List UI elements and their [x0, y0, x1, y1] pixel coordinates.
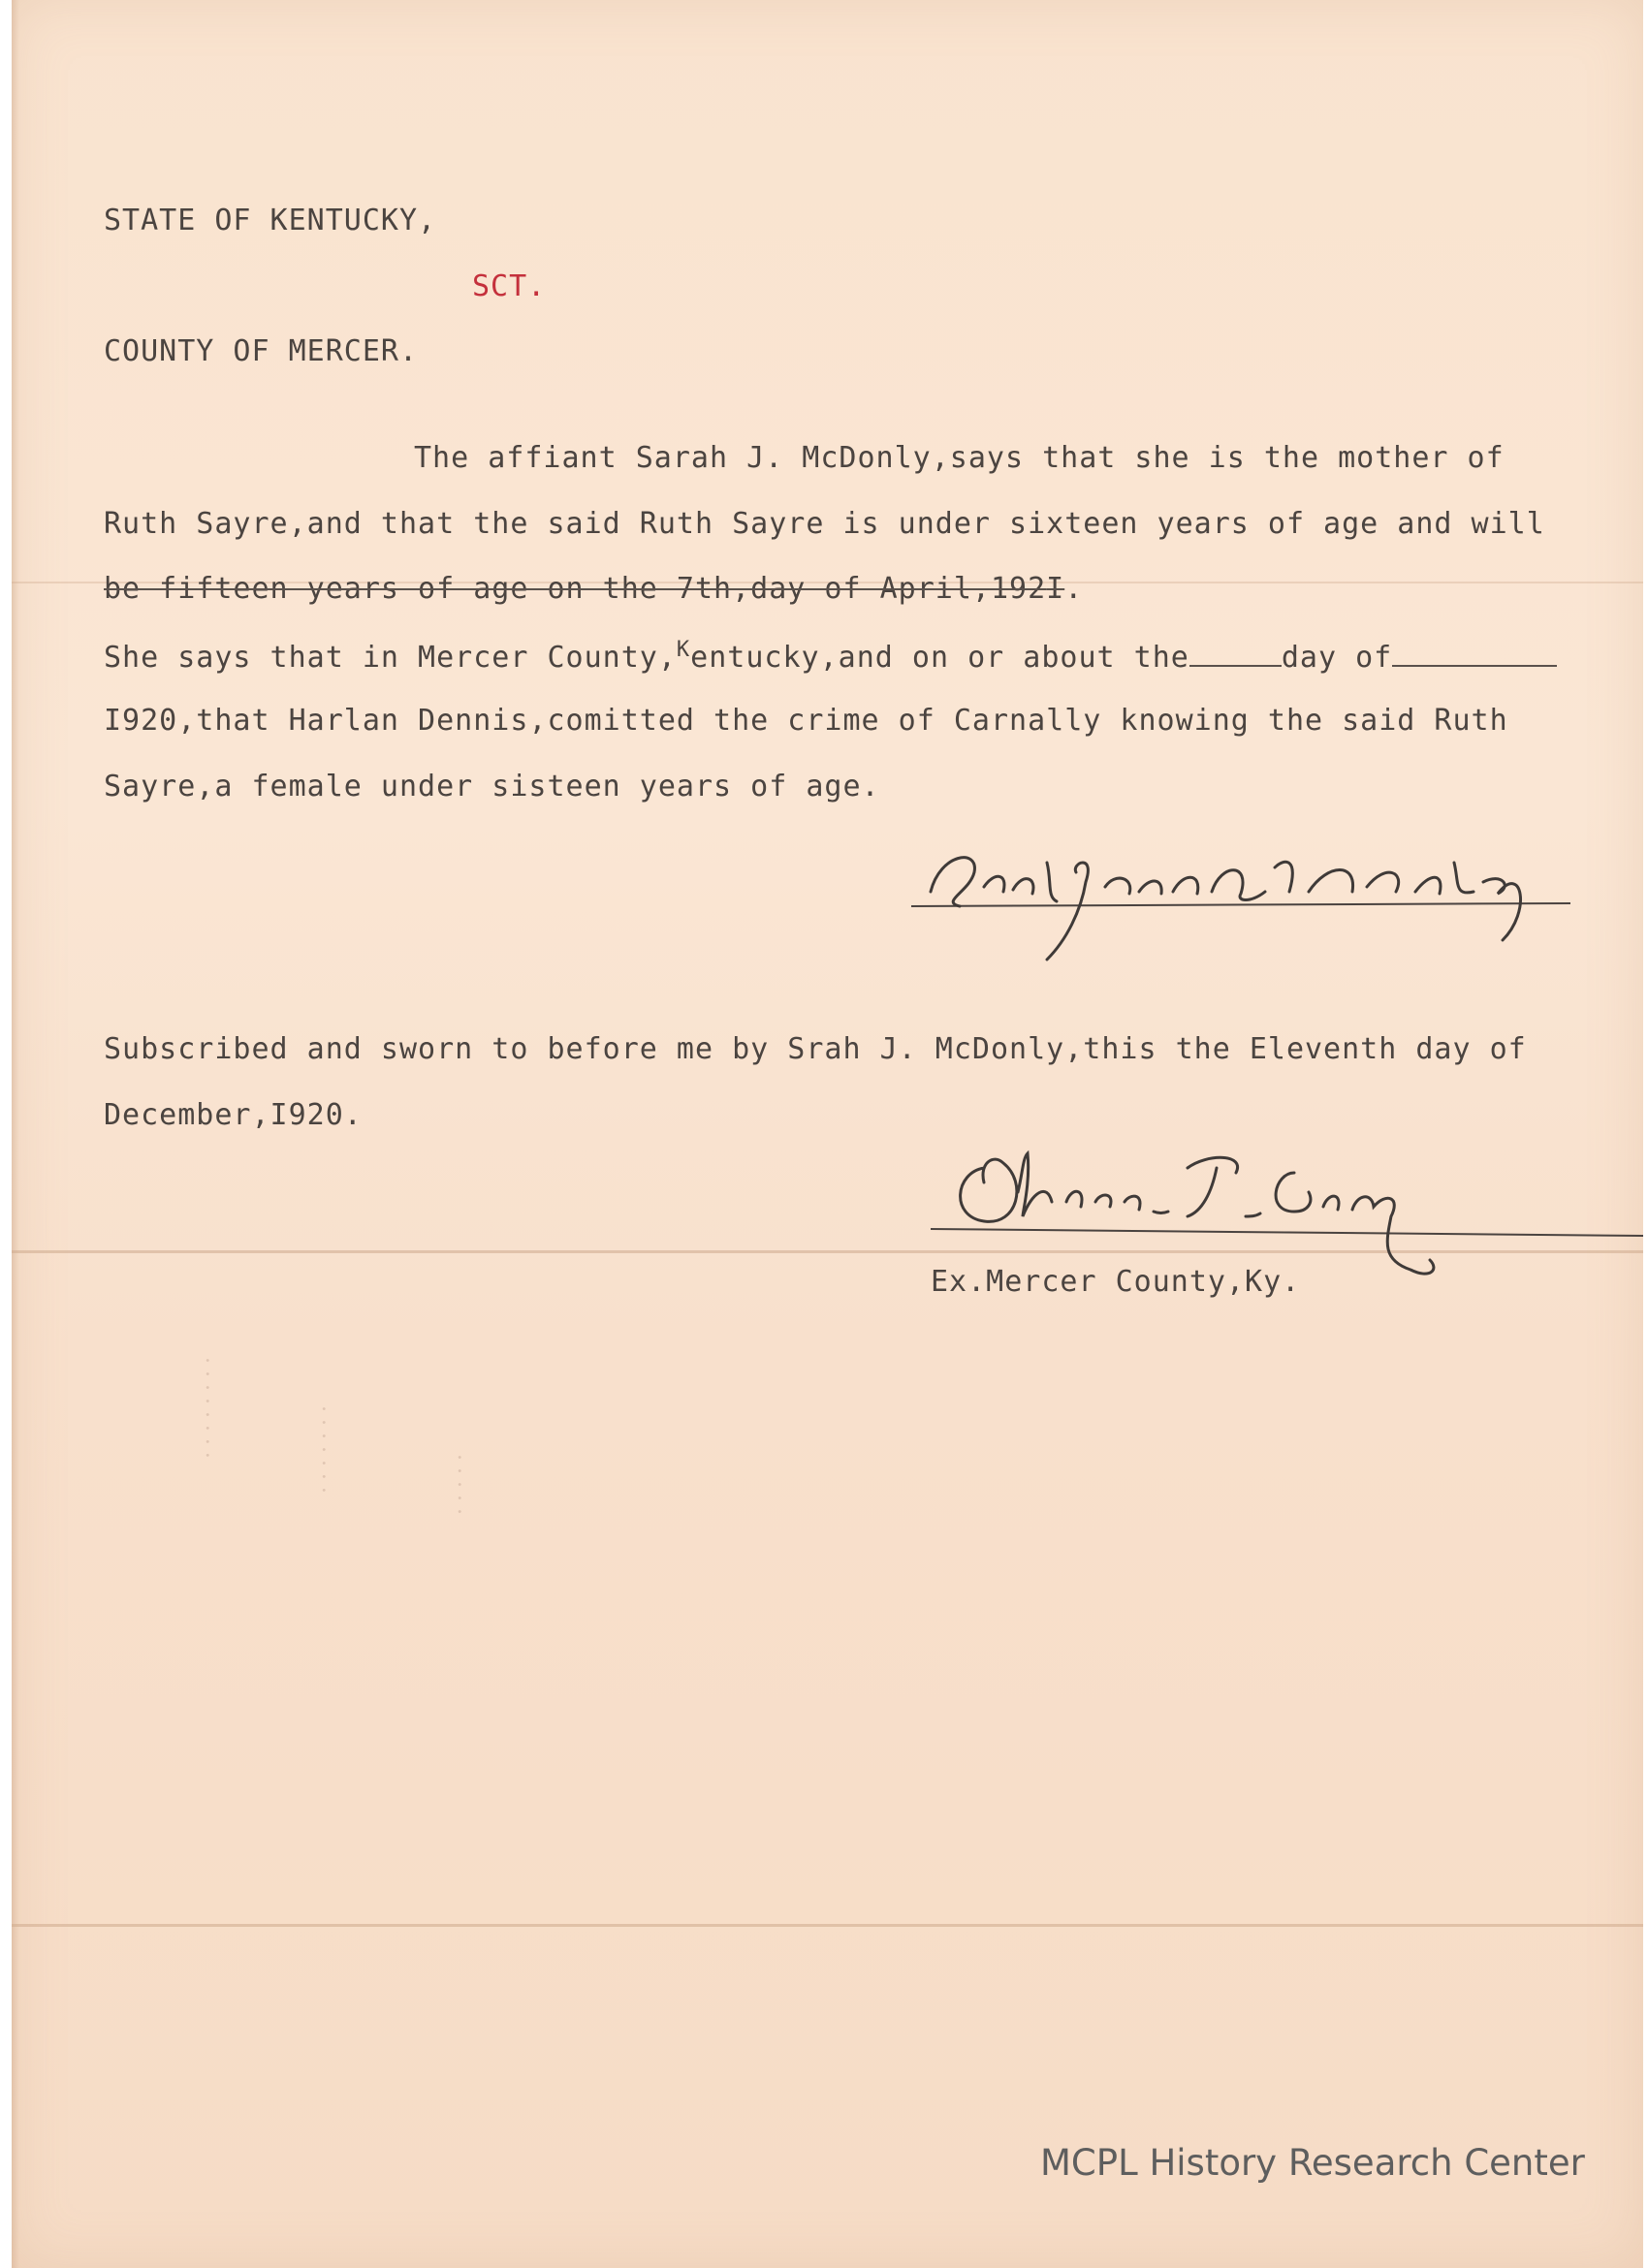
body-line-6: Sayre,a female under sisteen years of age. [104, 770, 880, 803]
affiant-signature [902, 834, 1600, 969]
bleed-through-text: . . . . . [453, 1454, 477, 1515]
officer-title: Ex.Mercer County,Ky. [931, 1265, 1301, 1299]
struck-text: be fifteen years of age on the 7th,day of April,192 [104, 572, 1047, 606]
heading-sct: SCT. [472, 269, 547, 303]
body-line-5: I920,that Harlan Dennis,comitted the crime of Carnally knowing the said Ruth [104, 704, 1508, 738]
line-end: . [1064, 572, 1084, 606]
body-line-3 [104, 572, 1083, 606]
body-line-4-part-a: She says that in Mercer County, [104, 641, 677, 675]
officer-signature-line [931, 1229, 1643, 1236]
jurat-line-1: Subscribed and sworn to before me by Srah J. McDonly,this the Eleventh day of [104, 1032, 1527, 1066]
bleed-through-text: . . . . . . . [317, 1405, 341, 1494]
heading-county: COUNTY OF MERCER. [104, 334, 419, 368]
archive-credit: MCPL History Research Center [1040, 2142, 1585, 2184]
body-line-4-part-c: day of [1281, 641, 1393, 675]
bleed-through-text: . . . . . . . . [201, 1357, 225, 1459]
blank-month [1392, 640, 1557, 667]
page-edge-left [12, 0, 19, 2268]
blank-day [1189, 640, 1282, 667]
body-line-4-part-b: entucky,and on or about the [690, 641, 1189, 675]
body-line-4 [104, 638, 1557, 675]
raised-k: K [676, 638, 691, 662]
affiant-signature-line [911, 903, 1570, 906]
jurat-line-2: December,I920. [104, 1098, 363, 1132]
body-line-2: Ruth Sayre,and that the said Ruth Sayre is under sixteen years of age and will [104, 507, 1545, 541]
body-line-1: The affiant Sarah J. McDonly,says that she is the mother of [414, 441, 1505, 475]
overstruck-digit: I [1046, 572, 1065, 606]
heading-state: STATE OF KENTUCKY, [104, 204, 437, 237]
fold-line-lower [12, 1924, 1643, 1927]
affiant-signature-stroke [931, 858, 1521, 960]
officer-signature-stroke [961, 1153, 1434, 1274]
